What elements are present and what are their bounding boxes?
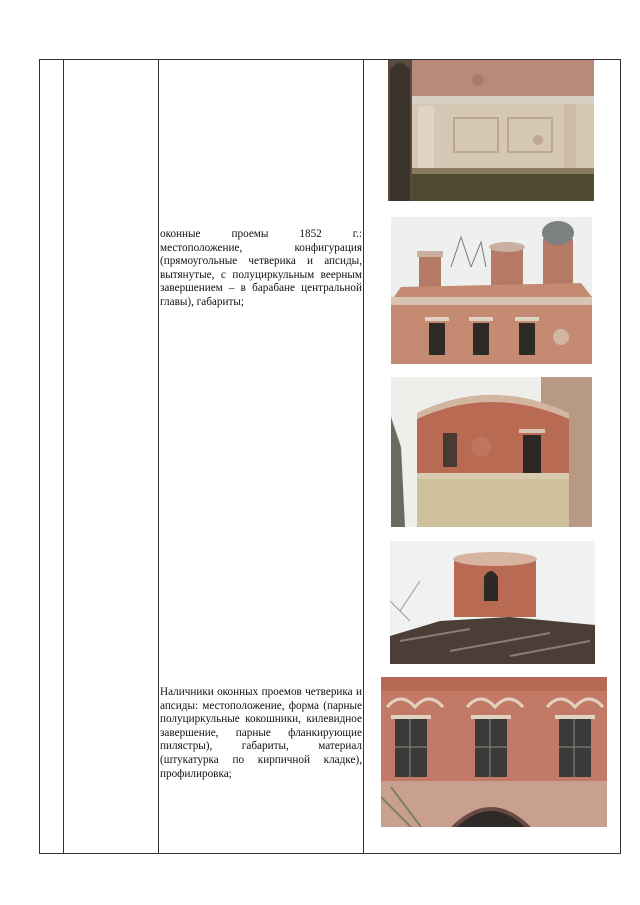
- apse-photo: [391, 377, 592, 527]
- facade-wall-photo: [388, 60, 594, 201]
- column-divider-2: [158, 60, 159, 853]
- window-openings-description: оконные проемы 1852 г.: местоположение, конфигурация (прямоугольные четверика и апсиды, вытянутые, с полуциркульным веерным завершением – в барабане центральной главы), габариты;: [160, 228, 362, 308]
- column-divider-3: [363, 60, 364, 853]
- heritage-table: [39, 59, 621, 854]
- window-frames-photo: [381, 677, 607, 827]
- window-frames-description: Наличники оконных проемов четверика и апсиды: местоположение, форма (парные полуциркульные кокошники, килевидное завершение, парные фланкирующие пилястры), габариты, материал (штукатурка по кирпичной кладке), профилировка;: [160, 686, 362, 780]
- church-drums-photo: [391, 217, 592, 364]
- central-drum-photo: [390, 541, 595, 664]
- column-divider-1: [63, 60, 64, 853]
